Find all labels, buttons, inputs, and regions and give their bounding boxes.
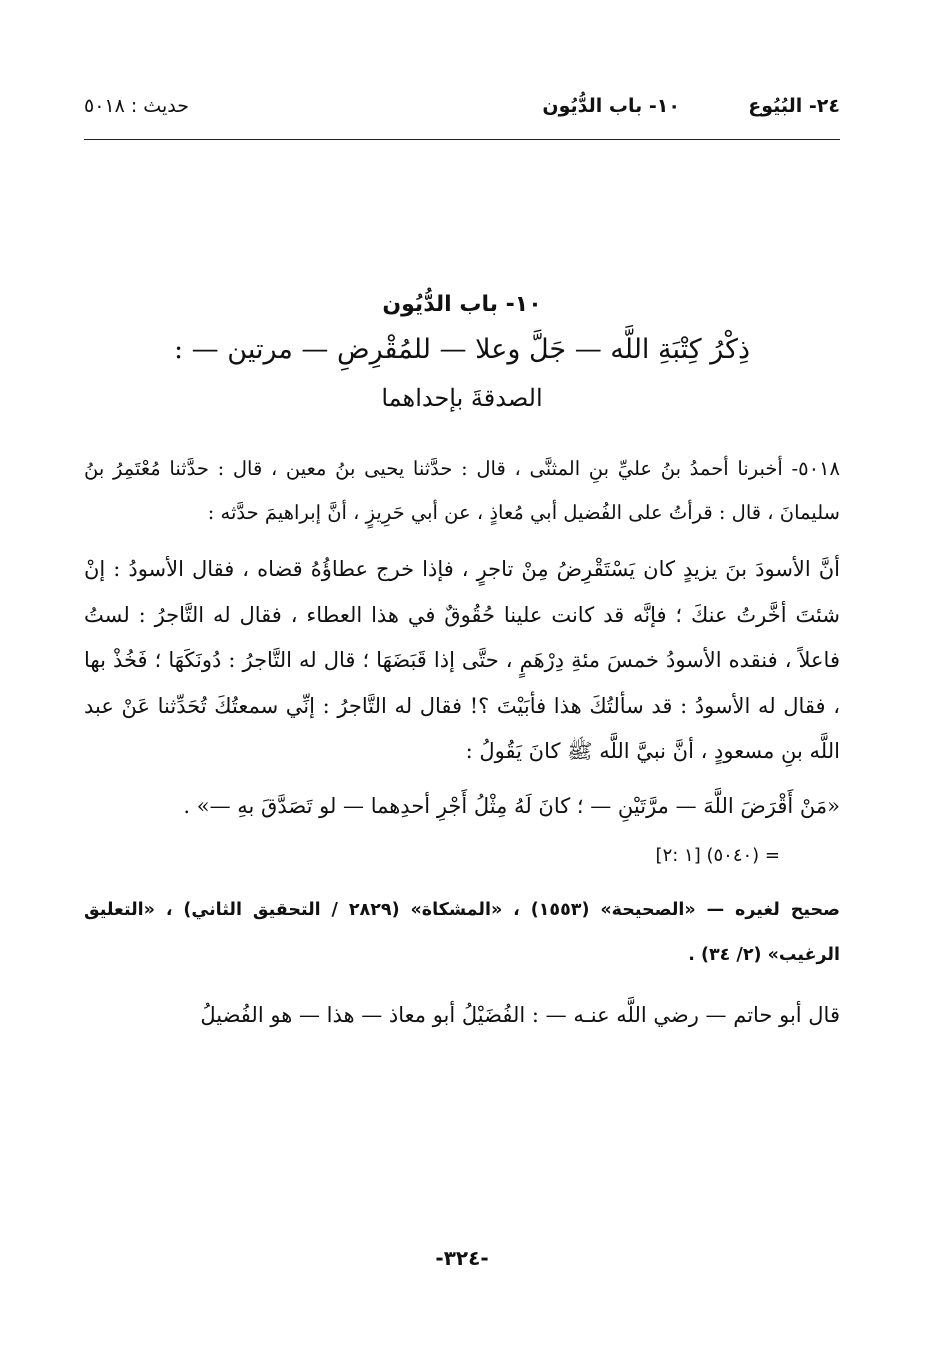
hadith-grading: صحيح لغيره — «الصحيحة» (١٥٥٣) ، «المشكاة» (٢٨٢٩ / التحقيق الثاني) ، «التعليق الرغيب» (٢/ ٣٤) . [84, 899, 840, 965]
section-titles [84, 285, 840, 421]
header-chapter-title: ١٠- باب الدُّيُون [542, 95, 680, 117]
subtitle-line-1: ذِكْرُ كِتْبَةِ اللَّه — جَلَّ وعلا — للمُقْرِضِ — مرتين — : [174, 334, 750, 365]
hadith-body [84, 447, 840, 1038]
header-hadith-number: حديث : ٥٠١٨ [84, 95, 189, 117]
cross-reference: = (٥٠٤٠) [١ :٢] [655, 844, 780, 866]
header-book-title: ٢٤- البُيُوع [748, 95, 840, 117]
page-number: -٣٢٤- [435, 1246, 489, 1270]
chapter-title: ١٠- باب الدُّيُون [382, 292, 542, 317]
editor-note: قال أبو حاتم — رضي اللَّه عنـه — : الفُضَيْلُ أبو معاذ — هذا — هو الفُضيلُ [200, 1002, 840, 1027]
hadith-isnad: ٥٠١٨- أخبرنا أحمدُ بنُ عليِّ بنِ المثنَّى ، قال : حدَّثنا يحيى بنُ معين ، قال : حدَّثنا مُعْتَمِرُ بنُ سليمانَ ، قال : قرأتُ على الفُضيل أبي مُعاذٍ ، عن أبي حَرِيزٍ ، أنَّ إبراهيمَ حدَّثه : [84, 457, 840, 524]
running-header [84, 95, 840, 125]
prophetic-saying: «مَنْ أَقْرَضَ اللَّهَ — مرَّتَيْنِ — ؛ كانَ لَهُ مِثْلُ أَجْرِ أحدِهما — لو تَصَدَّقَ بهِ —» . [183, 793, 840, 818]
subtitle-line-2: الصدقةَ بإحداهما [381, 384, 543, 412]
header-divider [84, 139, 840, 140]
hadith-matn: أنَّ الأسودَ بنَ يزيدٍ كان يَسْتَقْرِضُ مِنْ تاجرٍ ، فإذا خرج عطاؤُهُ قضاه ، فقال الأسودُ : إنْ شئتَ أخَّرتُ عنكَ ؛ فإنَّه قد كانت علينا حُقُوقٌ في هذا العطاء ، فقال له التَّاجرُ : لستُ فاعلاً ، فنقده الأسودُ خمسَ مئةِ دِرْهَمٍ ، حتَّى إذا قَبَضَهَا ؛ قال له التَّاجرُ : دُونَكَهَا ؛ فَخُذْ بها ، فقال له الأسودُ : قد سألتُكَ هذا فأبَيْتَ ؟! فقال له التَّاجرُ : إنِّي سمعتُكَ تُحَدِّثنا عَنْ عبد اللَّه بنِ مسعودٍ ، أنَّ نبيَّ اللَّه ﷺ كانَ يَقُولُ : [84, 557, 840, 763]
